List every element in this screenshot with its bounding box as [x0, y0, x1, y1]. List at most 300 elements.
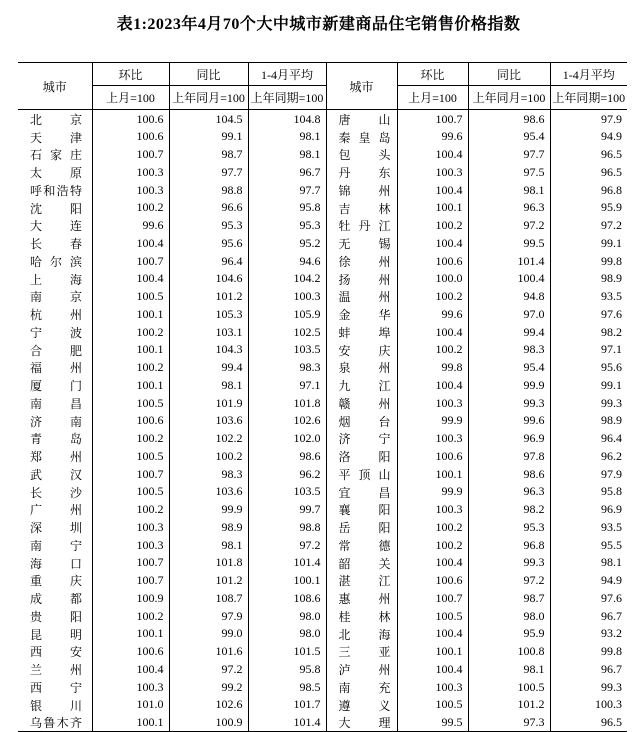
yoy-value-cell: 95.3: [468, 518, 550, 536]
avg-value-cell: 99.3: [550, 394, 627, 412]
city-cell: [18, 430, 92, 448]
mom-value-cell: 100.4: [397, 146, 468, 164]
table-row: [18, 465, 627, 483]
city-cell: [18, 341, 92, 359]
avg-value-cell: 98.5: [248, 678, 326, 696]
avg-value-cell: 96.2: [248, 465, 326, 483]
city-cell: [18, 359, 92, 377]
city-cell: [326, 394, 397, 412]
mom-value-cell: 100.1: [92, 714, 169, 732]
yoy-value-cell: 100.5: [468, 678, 550, 696]
city-name: 昆明: [30, 627, 82, 642]
yoy-value-cell: 108.7: [169, 589, 248, 607]
yoy-value-cell: 99.3: [468, 394, 550, 412]
avg-value-cell: 96.5: [550, 163, 627, 181]
price-index-table: [18, 62, 627, 732]
mom-value-cell: 100.6: [92, 128, 169, 146]
yoy-value-cell: 100.4: [468, 270, 550, 288]
mom-value-cell: 100.2: [92, 607, 169, 625]
city-cell: [18, 128, 92, 146]
city-name: 徐州: [338, 254, 391, 269]
avg-value-cell: 94.9: [550, 128, 627, 146]
city-name: 哈尔滨: [30, 254, 82, 269]
city-cell: [326, 288, 397, 306]
yoy-value-cell: 96.8: [468, 536, 550, 554]
table-row: [18, 146, 627, 164]
city-cell: [326, 305, 397, 323]
city-cell: [18, 288, 92, 306]
city-name: 福州: [30, 361, 82, 376]
yoy-value-cell: 99.5: [468, 234, 550, 252]
city-name: 常德: [338, 538, 391, 553]
avg-value-cell: 94.6: [248, 252, 326, 270]
city-cell: [18, 554, 92, 572]
mom-value-cell: 100.5: [92, 288, 169, 306]
avg-value-cell: 99.3: [550, 678, 627, 696]
city-name: 南宁: [30, 538, 82, 553]
yoy-value-cell: 100.2: [169, 447, 248, 465]
city-cell: [18, 465, 92, 483]
avg-value-cell: 97.9: [550, 110, 627, 128]
table-row: [18, 483, 627, 501]
yoy-value-cell: 101.4: [468, 252, 550, 270]
city-name: 九江: [338, 379, 391, 393]
city-name: 无锡: [338, 237, 391, 251]
city-cell: [326, 323, 397, 341]
city-name: 西宁: [30, 680, 82, 695]
avg-value-cell: 104.8: [248, 110, 326, 128]
city-name: 杭州: [30, 308, 82, 322]
mom-value-cell: 100.1: [92, 305, 169, 323]
city-cell: [18, 607, 92, 625]
subheader-yoy-left: 上年同月=100: [169, 86, 248, 110]
yoy-value-cell: 102.6: [169, 696, 248, 714]
mom-value-cell: 100.2: [92, 199, 169, 217]
avg-value-cell: 95.5: [550, 536, 627, 554]
avg-value-cell: 102.0: [248, 430, 326, 448]
avg-value-cell: 98.9: [550, 270, 627, 288]
header-yoy-right: 同比: [468, 63, 550, 86]
city-name: 南昌: [30, 396, 82, 411]
avg-value-cell: 98.1: [550, 554, 627, 572]
mom-value-cell: 100.3: [92, 518, 169, 536]
yoy-value-cell: 103.6: [169, 412, 248, 430]
mom-value-cell: 100.2: [92, 359, 169, 377]
table-row: [18, 660, 627, 678]
city-name: 韶关: [338, 556, 391, 571]
yoy-value-cell: 102.2: [169, 430, 248, 448]
city-name: 烟台: [338, 414, 391, 429]
header-city-left: 城市: [18, 63, 92, 110]
city-name: 宜昌: [338, 485, 391, 500]
city-name: 石家庄: [30, 148, 82, 163]
city-cell: [18, 252, 92, 270]
header-avg-right: 1-4月平均: [550, 63, 627, 86]
yoy-value-cell: 98.6: [468, 110, 550, 128]
mom-value-cell: 99.9: [397, 483, 468, 501]
table-row: [18, 589, 627, 607]
yoy-value-cell: 101.6: [169, 643, 248, 661]
city-name: 沈阳: [30, 201, 82, 216]
city-cell: [326, 465, 397, 483]
city-name: 扬州: [338, 272, 391, 287]
table-row: [18, 376, 627, 394]
yoy-value-cell: 99.9: [468, 376, 550, 394]
mom-value-cell: 100.5: [92, 483, 169, 501]
yoy-value-cell: 96.6: [169, 199, 248, 217]
avg-value-cell: 97.6: [550, 589, 627, 607]
city-cell: [18, 643, 92, 661]
avg-value-cell: 100.3: [550, 696, 627, 714]
yoy-value-cell: 100.9: [169, 714, 248, 732]
city-name: 济南: [30, 414, 82, 429]
city-name: 银川: [30, 698, 82, 713]
yoy-value-cell: 99.4: [169, 359, 248, 377]
header-avg-left: 1-4月平均: [248, 63, 326, 86]
city-cell: [18, 696, 92, 714]
table-row: [18, 572, 627, 590]
city-name: 洛阳: [338, 450, 391, 464]
city-name: 秦皇岛: [338, 130, 391, 145]
table-row: [18, 536, 627, 554]
city-cell: [18, 660, 92, 678]
mom-value-cell: 100.7: [397, 589, 468, 607]
yoy-value-cell: 97.8: [468, 447, 550, 465]
avg-value-cell: 98.8: [248, 518, 326, 536]
header-row-metrics: [18, 63, 627, 86]
city-cell: [18, 589, 92, 607]
yoy-value-cell: 95.4: [468, 359, 550, 377]
yoy-value-cell: 101.2: [169, 572, 248, 590]
city-cell: [326, 199, 397, 217]
mom-value-cell: 100.6: [397, 447, 468, 465]
table-row: [18, 128, 627, 146]
table-row: [18, 252, 627, 270]
mom-value-cell: 100.4: [397, 625, 468, 643]
table-row: [18, 110, 627, 128]
table-row: [18, 678, 627, 696]
mom-value-cell: 100.1: [397, 465, 468, 483]
mom-value-cell: 100.3: [92, 678, 169, 696]
avg-value-cell: 98.0: [248, 607, 326, 625]
avg-value-cell: 93.5: [550, 518, 627, 536]
city-name: 广州: [30, 503, 82, 518]
yoy-value-cell: 97.2: [468, 572, 550, 590]
mom-value-cell: 100.4: [397, 323, 468, 341]
city-cell: [18, 501, 92, 519]
avg-value-cell: 97.2: [550, 217, 627, 235]
mom-value-cell: 100.3: [397, 394, 468, 412]
mom-value-cell: 100.3: [397, 163, 468, 181]
avg-value-cell: 94.9: [550, 572, 627, 590]
avg-value-cell: 103.5: [248, 341, 326, 359]
mom-value-cell: 100.5: [92, 394, 169, 412]
city-name: 牡丹江: [338, 219, 391, 234]
city-cell: [18, 483, 92, 501]
yoy-value-cell: 104.3: [169, 341, 248, 359]
yoy-value-cell: 94.8: [468, 288, 550, 306]
yoy-value-cell: 98.1: [468, 181, 550, 199]
table-body: [18, 110, 627, 732]
table-row: [18, 518, 627, 536]
yoy-value-cell: 98.1: [169, 376, 248, 394]
avg-value-cell: 99.8: [550, 643, 627, 661]
avg-value-cell: 96.9: [550, 501, 627, 519]
city-name: 深圳: [30, 521, 82, 535]
yoy-value-cell: 105.3: [169, 305, 248, 323]
avg-value-cell: 101.4: [248, 714, 326, 732]
mom-value-cell: 100.3: [397, 430, 468, 448]
yoy-value-cell: 95.4: [468, 128, 550, 146]
header-mom-right: 环比: [397, 63, 468, 86]
table-row: [18, 270, 627, 288]
city-cell: [326, 483, 397, 501]
table-row: [18, 394, 627, 412]
city-name: 天津: [30, 130, 82, 145]
yoy-value-cell: 103.1: [169, 323, 248, 341]
city-cell: [18, 625, 92, 643]
avg-value-cell: 96.8: [550, 181, 627, 199]
yoy-value-cell: 98.7: [169, 146, 248, 164]
avg-value-cell: 98.0: [248, 625, 326, 643]
city-cell: [326, 181, 397, 199]
city-cell: [18, 518, 92, 536]
city-cell: [326, 501, 397, 519]
mom-value-cell: 99.6: [397, 128, 468, 146]
table-row: [18, 696, 627, 714]
city-name: 青岛: [30, 432, 82, 447]
yoy-value-cell: 97.2: [169, 660, 248, 678]
table-title: 表1:2023年4月70个大中城市新建商品住宅销售价格指数: [116, 16, 521, 33]
table-row: [18, 359, 627, 377]
avg-value-cell: 97.9: [550, 465, 627, 483]
yoy-value-cell: 95.6: [169, 234, 248, 252]
avg-value-cell: 99.7: [248, 501, 326, 519]
avg-value-cell: 95.8: [248, 660, 326, 678]
table-row: [18, 625, 627, 643]
mom-value-cell: 100.2: [397, 217, 468, 235]
yoy-value-cell: 98.2: [468, 501, 550, 519]
avg-value-cell: 100.3: [248, 288, 326, 306]
city-cell: [326, 643, 397, 661]
yoy-value-cell: 99.3: [468, 554, 550, 572]
city-cell: [18, 270, 92, 288]
avg-value-cell: 97.6: [550, 305, 627, 323]
yoy-value-cell: 97.3: [468, 714, 550, 732]
city-name: 平顶山: [338, 467, 391, 482]
yoy-value-cell: 97.9: [169, 607, 248, 625]
city-cell: [326, 163, 397, 181]
city-name: 锦州: [338, 183, 391, 198]
mom-value-cell: 100.3: [92, 181, 169, 199]
city-name: 泉州: [338, 361, 391, 376]
city-name: 呼和浩特: [30, 183, 82, 198]
avg-value-cell: 98.1: [248, 146, 326, 164]
avg-value-cell: 98.9: [550, 412, 627, 430]
table-row: [18, 341, 627, 359]
city-cell: [18, 110, 92, 128]
mom-value-cell: 100.7: [92, 146, 169, 164]
yoy-value-cell: 101.8: [169, 554, 248, 572]
city-cell: [326, 359, 397, 377]
city-cell: [326, 270, 397, 288]
yoy-value-cell: 96.9: [468, 430, 550, 448]
avg-value-cell: 95.2: [248, 234, 326, 252]
mom-value-cell: 100.4: [92, 660, 169, 678]
yoy-value-cell: 98.3: [468, 341, 550, 359]
mom-value-cell: 100.1: [92, 341, 169, 359]
table-row: [18, 234, 627, 252]
city-name: 襄阳: [338, 503, 391, 518]
header-mom-left: 环比: [92, 63, 169, 86]
avg-value-cell: 108.6: [248, 589, 326, 607]
avg-value-cell: 96.5: [550, 714, 627, 732]
avg-value-cell: 101.7: [248, 696, 326, 714]
avg-value-cell: 98.6: [248, 447, 326, 465]
city-name: 三亚: [338, 645, 391, 660]
subheader-mom-right: 上月=100: [397, 86, 468, 110]
table-row: [18, 501, 627, 519]
city-name: 济宁: [338, 432, 391, 447]
city-name: 安庆: [338, 343, 391, 358]
yoy-value-cell: 98.1: [169, 536, 248, 554]
mom-value-cell: 99.6: [92, 217, 169, 235]
avg-value-cell: 97.2: [248, 536, 326, 554]
city-name: 重庆: [30, 574, 82, 589]
yoy-value-cell: 99.4: [468, 323, 550, 341]
mom-value-cell: 100.6: [397, 572, 468, 590]
avg-value-cell: 96.7: [550, 660, 627, 678]
table-row: [18, 199, 627, 217]
table-row: [18, 323, 627, 341]
city-cell: [326, 217, 397, 235]
table-row: [18, 181, 627, 199]
city-cell: [326, 430, 397, 448]
mom-value-cell: 100.4: [92, 270, 169, 288]
avg-value-cell: 95.9: [550, 199, 627, 217]
city-name: 遵义: [338, 698, 391, 713]
yoy-value-cell: 95.9: [468, 625, 550, 643]
yoy-value-cell: 98.7: [468, 589, 550, 607]
city-name: 赣州: [338, 396, 391, 411]
city-name: 北海: [338, 627, 391, 642]
yoy-value-cell: 96.4: [169, 252, 248, 270]
city-cell: [18, 181, 92, 199]
yoy-value-cell: 101.2: [468, 696, 550, 714]
city-cell: [18, 394, 92, 412]
city-name: 宁波: [30, 325, 82, 340]
mom-value-cell: 100.4: [397, 181, 468, 199]
avg-value-cell: 93.2: [550, 625, 627, 643]
yoy-value-cell: 98.8: [169, 181, 248, 199]
city-name: 北京: [30, 112, 82, 127]
mom-value-cell: 100.5: [92, 447, 169, 465]
mom-value-cell: 100.2: [92, 430, 169, 448]
city-name: 大连: [30, 219, 82, 234]
mom-value-cell: 100.6: [92, 110, 169, 128]
subheader-yoy-right: 上年同月=100: [468, 86, 550, 110]
city-cell: [18, 376, 92, 394]
subheader-mom-left: 上月=100: [92, 86, 169, 110]
mom-value-cell: 99.8: [397, 359, 468, 377]
yoy-value-cell: 99.6: [468, 412, 550, 430]
mom-value-cell: 100.7: [92, 554, 169, 572]
avg-value-cell: 96.4: [550, 430, 627, 448]
mom-value-cell: 100.7: [92, 252, 169, 270]
city-cell: [18, 447, 92, 465]
avg-value-cell: 97.1: [550, 341, 627, 359]
avg-value-cell: 102.5: [248, 323, 326, 341]
city-name: 乌鲁木齐: [30, 716, 82, 731]
city-cell: [326, 234, 397, 252]
avg-value-cell: 96.5: [550, 146, 627, 164]
avg-value-cell: 101.5: [248, 643, 326, 661]
mom-value-cell: 100.4: [397, 376, 468, 394]
mom-value-cell: 100.1: [92, 625, 169, 643]
city-cell: [18, 146, 92, 164]
avg-value-cell: 95.6: [550, 359, 627, 377]
city-cell: [326, 660, 397, 678]
yoy-value-cell: 104.5: [169, 110, 248, 128]
city-cell: [326, 589, 397, 607]
yoy-value-cell: 98.1: [468, 660, 550, 678]
mom-value-cell: 100.7: [92, 572, 169, 590]
city-name: 成都: [30, 592, 82, 606]
mom-value-cell: 101.0: [92, 696, 169, 714]
city-cell: [18, 412, 92, 430]
city-name: 泸州: [338, 663, 391, 677]
mom-value-cell: 100.4: [397, 554, 468, 572]
city-name: 蚌埠: [338, 325, 391, 340]
yoy-value-cell: 99.0: [169, 625, 248, 643]
subheader-avg-right: 上年同期=100: [550, 86, 627, 110]
yoy-value-cell: 98.3: [169, 465, 248, 483]
avg-value-cell: 101.8: [248, 394, 326, 412]
table-row: [18, 430, 627, 448]
city-name: 唐山: [338, 112, 391, 127]
city-cell: [18, 217, 92, 235]
table-row: [18, 217, 627, 235]
mom-value-cell: 100.0: [397, 270, 468, 288]
city-cell: [326, 252, 397, 270]
city-cell: [326, 678, 397, 696]
mom-value-cell: 100.2: [397, 341, 468, 359]
yoy-value-cell: 100.8: [468, 643, 550, 661]
header-row-base: [18, 86, 627, 110]
yoy-value-cell: 99.2: [169, 678, 248, 696]
avg-value-cell: 98.2: [550, 323, 627, 341]
avg-value-cell: 98.3: [248, 359, 326, 377]
avg-value-cell: 104.2: [248, 270, 326, 288]
yoy-value-cell: 98.0: [468, 607, 550, 625]
city-name: 金华: [338, 308, 391, 322]
city-name: 长春: [30, 237, 82, 251]
mom-value-cell: 100.3: [397, 678, 468, 696]
mom-value-cell: 100.2: [397, 288, 468, 306]
city-cell: [326, 128, 397, 146]
yoy-value-cell: 97.0: [468, 305, 550, 323]
table-row: [18, 714, 627, 732]
avg-value-cell: 96.7: [248, 163, 326, 181]
city-cell: [326, 110, 397, 128]
city-cell: [18, 199, 92, 217]
mom-value-cell: 100.1: [397, 199, 468, 217]
city-name: 岳阳: [338, 521, 391, 535]
city-cell: [326, 607, 397, 625]
avg-value-cell: 96.7: [550, 607, 627, 625]
mom-value-cell: 100.1: [92, 376, 169, 394]
avg-value-cell: 95.8: [248, 199, 326, 217]
